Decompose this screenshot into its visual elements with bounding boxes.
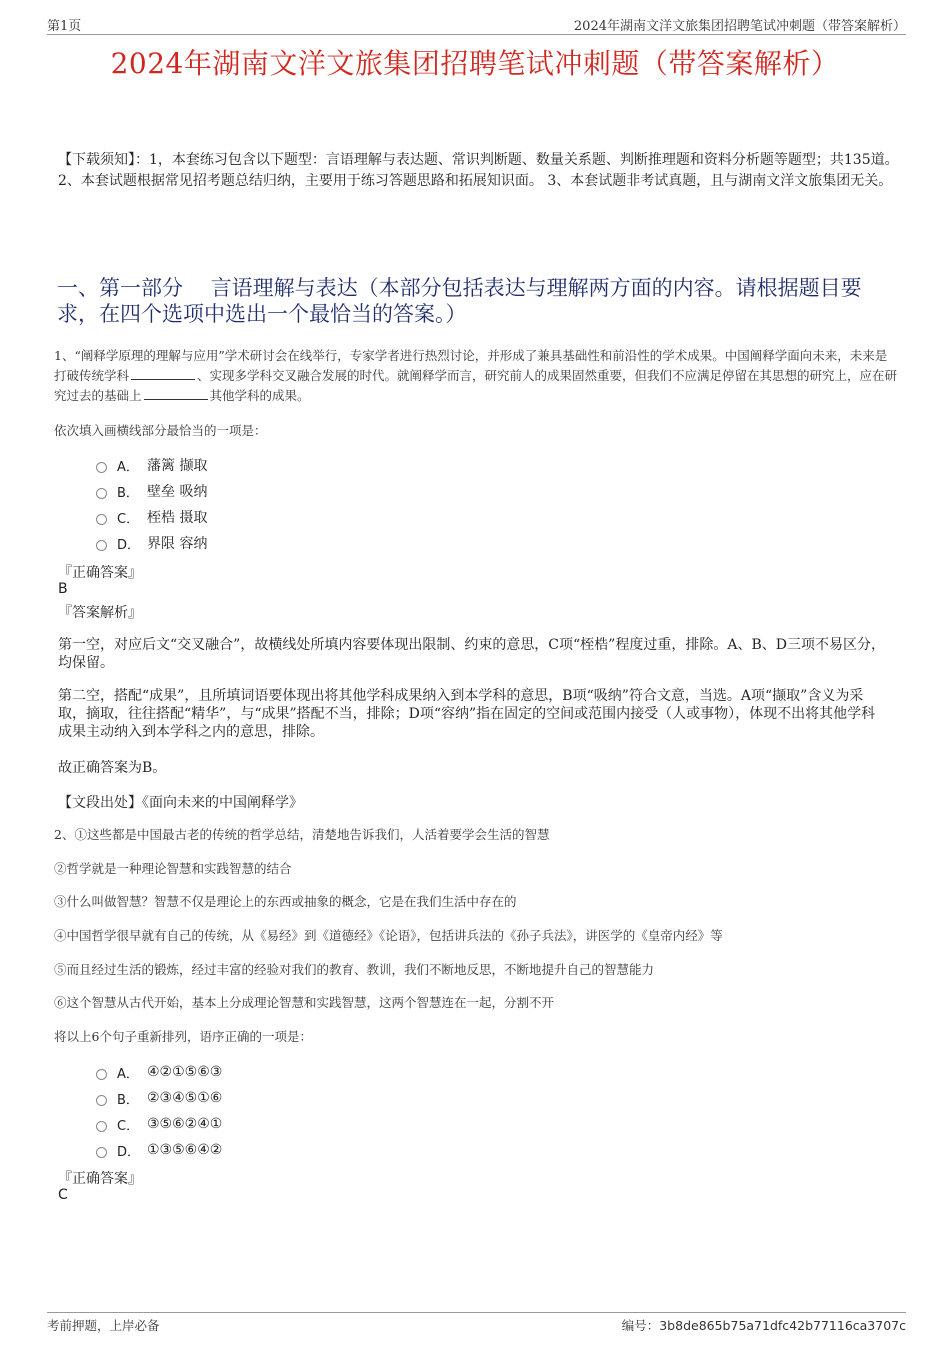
radio-icon[interactable] <box>96 1069 107 1080</box>
page-footer <box>47 1312 906 1335</box>
radio-icon[interactable] <box>96 514 107 525</box>
radio-icon[interactable] <box>96 462 107 473</box>
question-2-sentence-4: ④中国哲学很早就有自己的传统，从《易经》到《道德经》《论语》，包括讲兵法的《孙子兵法》，讲医学的《皇帝内经》等 <box>54 928 723 943</box>
footer-code-label: 编号： <box>621 1318 660 1333</box>
radio-icon[interactable] <box>96 488 107 499</box>
footer-slogan: 考前押题，上岸必备 <box>47 1318 160 1333</box>
analysis-conclusion: 故正确答案为B。 <box>58 760 167 776</box>
question-2-answer: C <box>58 1187 68 1203</box>
header-doc-name: 2024年湖南文洋文旅集团招聘笔试冲刺题（带答案解析） <box>573 19 906 34</box>
question-2-answer-label: 『正确答案』 <box>58 1171 142 1187</box>
fill-blank-2 <box>144 386 208 400</box>
question-1-option-d[interactable]: D． 界限 容纳 <box>96 530 207 556</box>
question-2-option-d[interactable]: D． ①③⑤⑥④② <box>96 1137 222 1163</box>
question-1-prompt: 依次填入画横线部分最恰当的一项是： <box>54 423 267 438</box>
section-heading: 一、第一部分 言语理解与表达（本部分包括表达与理解两方面的内容。请根据题目要求，在四个选项中选出一个最恰当的答案。） <box>57 276 862 326</box>
footer-code-value: 3b8de865b75a71dfc42b77116ca3707c <box>659 1318 906 1333</box>
question-2-sentence-1: 2、①这些都是中国最古老的传统的哲学总结，清楚地告诉我们，人活着要学会生活的智慧 <box>54 827 550 842</box>
question-2-option-b[interactable]: B． ②③④⑤①⑥ <box>96 1085 222 1111</box>
question-1-text-part2: 、实现多学科交叉融合发展的时代。就阐释学而言，研究前人的成果固然重要，但我们不应满足停留在其思想的研究上，应在研究过去的基础上 <box>54 368 898 403</box>
page-header <box>47 14 906 35</box>
question-1-option-a[interactable]: A． 藩篱 撷取 <box>96 452 207 478</box>
question-1-option-c[interactable]: C． 桎梏 摄取 <box>96 504 207 530</box>
radio-icon[interactable] <box>96 1121 107 1132</box>
radio-icon[interactable] <box>96 1095 107 1106</box>
question-2-sentence-3: ③什么叫做智慧？智慧不仅是理论上的东西或抽象的概念，它是在我们生活中存在的 <box>54 894 517 909</box>
radio-icon[interactable] <box>96 1147 107 1158</box>
analysis-paragraph-2: 第二空，搭配“成果”，且所填词语要体现出将其他学科成果纳入到本学科的意思，B项“吸纳”符合文意，当选。A项“撷取”含义为采取，摘取，往往搭配“精华”，与“成果”搭配不当，排除；D项“容纳”指在固定的空间或范围内接受（人或事物），体现不出将其他学科成果主动纳入到本学科之内的意思，排除。 <box>58 688 876 740</box>
question-1-text-part1: 1、“阐释学原理的理解与应用”学术研讨会在线举行，专家学者进行热烈讨论，并形成了兼具基础性和前沿性的学术成果。中国阐释学面向未来，未来是打破传统学科 <box>54 348 888 383</box>
passage-source: 【文段出处】《面向未来的中国阐释学》 <box>58 795 303 811</box>
question-2-option-c[interactable]: C． ③⑤⑥②④① <box>96 1111 222 1137</box>
question-1-analysis-label: 『答案解析』 <box>58 605 142 621</box>
question-2-options <box>96 1059 222 1163</box>
question-1-answer: B <box>58 581 68 597</box>
document-title: 2024年湖南文洋文旅集团招聘笔试冲刺题（带答案解析） <box>110 47 840 80</box>
page-number: 第1页 <box>47 19 82 34</box>
question-1-answer-label: 『正确答案』 <box>58 565 142 581</box>
question-2-sentence-5: ⑤而且经过生活的锻炼，经过丰富的经验对我们的教育、教训，我们不断地反思，不断地提升自己的智慧能力 <box>54 962 655 977</box>
download-notice: 【下载须知】：1，本套练习包含以下题型：言语理解与表达题、常识判断题、数量关系题、判断推理题和资料分析题等题型；共135道。 2、本套试题根据常见招考题总结归纳，主要用于练习答题思路和拓展知识面。 3、本套试题非考试真题，且与湖南文洋文旅集团无关。 <box>58 152 899 189</box>
radio-icon[interactable] <box>96 540 107 551</box>
question-1-option-b[interactable]: B． 壁垒 吸纳 <box>96 478 207 504</box>
question-1-text <box>54 346 898 406</box>
question-1-text-part3: 其他学科的成果。 <box>209 388 310 403</box>
fill-blank-1 <box>131 366 195 380</box>
question-2-option-a[interactable]: A． ④②①⑤⑥③ <box>96 1059 222 1085</box>
footer-code <box>622 1316 906 1334</box>
question-2-sentence-6: ⑥这个智慧从古代开始，基本上分成理论智慧和实践智慧，这两个智慧连在一起，分割不开 <box>54 995 555 1010</box>
question-2-sentence-2: ②哲学就是一种理论智慧和实践智慧的结合 <box>54 861 292 876</box>
question-2-prompt: 将以上6个句子重新排列，语序正确的一项是： <box>54 1029 312 1044</box>
analysis-paragraph-1: 第一空，对应后文“交叉融合”，故横线处所填内容要体现出限制、约束的意思，C项“桎梏”程度过重，排除。A、B、D三项不易区分，均保留。 <box>58 637 885 671</box>
question-1-options <box>96 452 207 556</box>
